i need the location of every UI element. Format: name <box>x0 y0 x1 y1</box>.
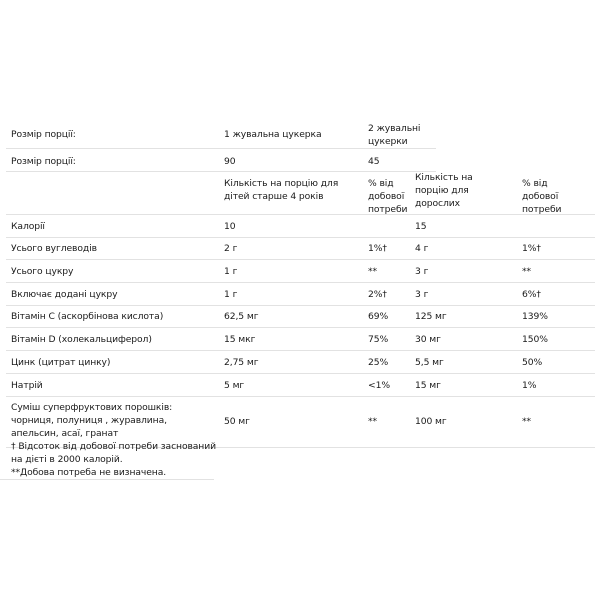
kids-amount: 1 г <box>224 266 238 277</box>
row-label: Калорії <box>11 221 45 232</box>
footnote-divider <box>0 479 214 480</box>
kids-amount: 50 мг <box>224 416 250 427</box>
adult-amount: 15 <box>415 221 427 232</box>
kids-percent: ** <box>368 266 377 277</box>
table-row <box>6 260 595 283</box>
adult-amount: 30 мг <box>415 334 441 345</box>
row-label: Вітамін C (аскорбінова кислота) <box>11 311 164 322</box>
row-label: Усього цукру <box>11 266 74 277</box>
kids-amount-header: Кількість на порцію для дітей старше 4 років <box>224 178 339 202</box>
row-label: Включає додані цукру <box>11 289 118 300</box>
adult-amount: 3 г <box>415 266 429 277</box>
kids-percent: 1%† <box>368 243 387 254</box>
kids-percent: <1% <box>368 380 390 391</box>
row-label: Вітамін D (холекальциферол) <box>11 334 152 345</box>
row-label: Розмір порції: <box>11 129 76 140</box>
adult-percent: ** <box>522 416 531 427</box>
not-established-footnote: **Добова потреба не визначена. <box>11 467 167 478</box>
kids-amount: 1 жувальна цукерка <box>224 129 322 140</box>
supplement-facts-table <box>6 119 595 448</box>
adult-percent: 1%† <box>522 243 541 254</box>
adult-amount: 100 мг <box>415 416 447 427</box>
adult-amount: 125 мг <box>415 311 447 322</box>
adult-percent: 50% <box>522 357 543 368</box>
kids-percent: 25% <box>368 357 389 368</box>
kids-amount: 2 г <box>224 243 238 254</box>
footnotes <box>11 440 221 479</box>
adult-percent: 139% <box>522 311 548 322</box>
kids-amount: 10 <box>224 221 236 232</box>
adult-percent: 1% <box>522 380 537 391</box>
table-row <box>6 306 595 328</box>
table-row <box>6 328 595 351</box>
kids-amount: 1 г <box>224 289 238 300</box>
row-label: Натрій <box>11 380 43 391</box>
adult-amount: 3 г <box>415 289 429 300</box>
table-header-row <box>6 172 595 215</box>
adult-amount: 45 <box>368 156 380 167</box>
row-label: Цинк (цитрат цинку) <box>11 357 111 368</box>
row-label: Розмір порції: <box>11 156 76 167</box>
adult-percent-header: % від добової потреби <box>522 178 562 215</box>
adult-percent: 6%† <box>522 289 541 300</box>
adult-amount: 5,5 мг <box>415 357 444 368</box>
kids-amount: 90 <box>224 156 236 167</box>
adult-amount: 15 мг <box>415 380 441 391</box>
table-row <box>6 215 595 238</box>
table-row <box>6 119 595 149</box>
adult-amount-header: Кількість на порцію для дорослих <box>415 172 473 209</box>
table-row <box>6 351 595 374</box>
kids-amount: 2,75 мг <box>224 357 259 368</box>
kids-amount: 62,5 мг <box>224 311 259 322</box>
table-row <box>6 149 595 172</box>
table-row <box>6 238 595 260</box>
row-label: Усього вуглеводів <box>11 243 97 254</box>
kids-percent: 75% <box>368 334 389 345</box>
kids-amount: 5 мг <box>224 380 245 391</box>
daily-value-footnote: † Відсоток від добової потреби заснований на дієті в 2000 калорій. <box>11 441 216 465</box>
table-row <box>6 374 595 397</box>
kids-percent: 69% <box>368 311 389 322</box>
kids-percent-header: % від добової потреби <box>368 178 408 215</box>
adult-percent: 150% <box>522 334 548 345</box>
kids-amount: 15 мкг <box>224 334 256 345</box>
row-label: Суміш суперфруктових порошків: чорниця, полуниця , журавлина, апельсин, асаї, гранат <box>11 402 173 439</box>
table-row <box>6 283 595 306</box>
adult-percent: ** <box>522 266 531 277</box>
adult-amount: 4 г <box>415 243 429 254</box>
adult-amount: 2 жувальні цукерки <box>368 123 421 147</box>
kids-percent: 2%† <box>368 289 387 300</box>
kids-percent: ** <box>368 416 377 427</box>
